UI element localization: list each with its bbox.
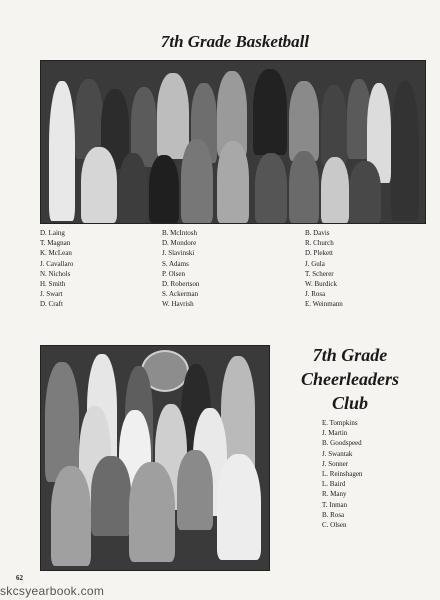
basketball-names-column-2 — [162, 228, 199, 310]
name-entry: R. Many — [322, 490, 347, 499]
basketball-names-column-3 — [305, 228, 343, 310]
name-entry: J. Swart — [40, 290, 63, 299]
name-entry: T. Inman — [322, 500, 348, 509]
name-entry: J. Rosa — [305, 290, 326, 299]
name-entry: J. Cavallaro — [40, 259, 74, 268]
name-entry: D. Plekett — [305, 249, 333, 258]
basketball-names-column-1 — [40, 228, 73, 310]
page-number: 62 — [16, 574, 23, 582]
name-entry: B. Davis — [305, 229, 330, 237]
name-entry: W. Havrish — [162, 300, 194, 309]
name-entry: T. Magnan — [40, 239, 71, 248]
name-entry: E. Weinmann — [305, 300, 343, 309]
name-entry: D. Craft — [40, 300, 63, 309]
watermark: skcsyearbook.com — [0, 584, 105, 598]
name-entry: R. Church — [305, 239, 334, 248]
name-entry: J. Gula — [305, 259, 325, 268]
name-entry: L. Reinshagen — [322, 470, 363, 479]
name-entry: N. Nichols — [40, 269, 71, 278]
name-entry: D. Robertson — [162, 280, 200, 289]
name-entry: B. Rosa — [322, 510, 345, 519]
name-entry: D. Mondore — [162, 239, 197, 248]
name-entry: B. McIntosh — [162, 229, 197, 237]
name-entry: H. Smith — [40, 280, 66, 289]
name-entry: K. McLean — [40, 249, 72, 258]
basketball-team-photo — [40, 60, 426, 224]
name-entry: P. Olsen — [162, 269, 185, 278]
name-entry: L. Baird — [322, 480, 346, 489]
name-entry: J. Sonner — [322, 459, 349, 468]
cheerleaders-title-line-3: Club — [331, 393, 369, 413]
name-entry: J. Martin — [322, 429, 348, 438]
name-entry: E. Tompkins — [322, 419, 358, 427]
name-entry: J. Swantak — [322, 449, 353, 458]
basketball-title: 7th Grade Basketball — [160, 32, 310, 51]
cheerleaders-photo — [40, 345, 270, 571]
name-entry: T. Scherer — [305, 269, 334, 278]
name-entry: C. Olsen — [322, 521, 347, 530]
name-entry: B. Goodspeed — [322, 439, 362, 448]
cheerleaders-title-line-1: 7th Grade — [312, 345, 388, 365]
cheerleaders-title-line-2: Cheerleaders — [301, 369, 399, 389]
cheerleaders-names — [322, 418, 362, 530]
name-entry: S. Adams — [162, 259, 189, 268]
name-entry: S. Ackerman — [162, 290, 199, 299]
cheerleaders-title — [285, 343, 415, 415]
name-entry: W. Burdick — [305, 280, 338, 289]
name-entry: J. Slavinski — [162, 249, 195, 258]
name-entry: D. Laing — [40, 229, 65, 237]
